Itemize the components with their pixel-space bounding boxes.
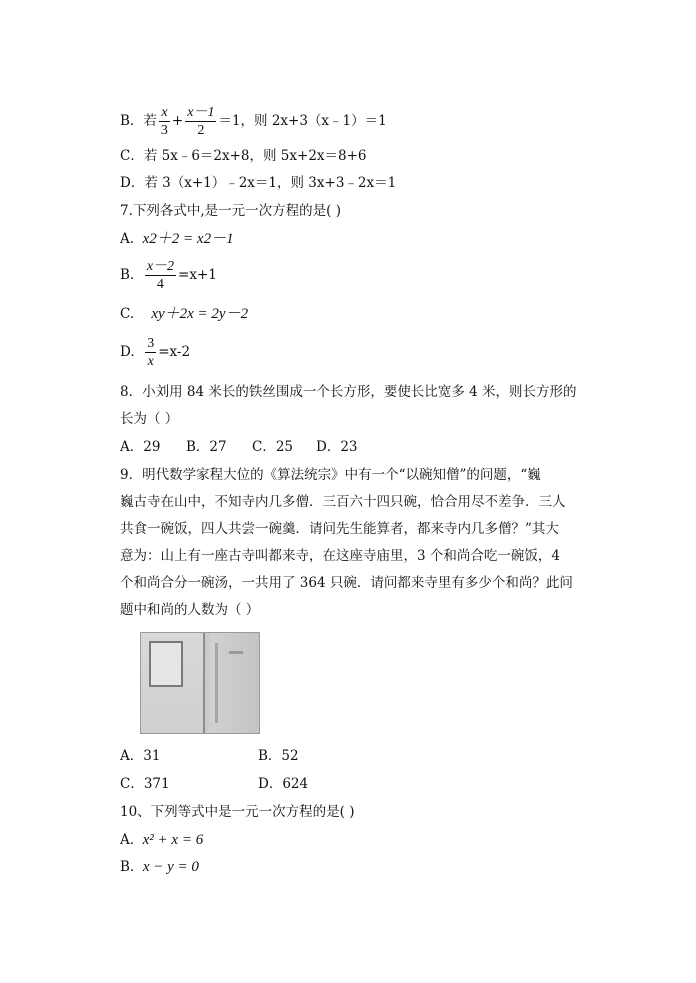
q9-option-a: A．31 [120, 748, 161, 764]
q9-options-row-1 [120, 747, 299, 765]
q8-option-b: B．27 [186, 439, 227, 455]
q7-option-d: D. $\frac{3}{x}$ =x-2 [120, 336, 191, 369]
q7-option-a: A. x2＋2 = x2－1 [120, 231, 234, 247]
q6-option-d: D．若 3（x+1）﹣2x＝1，则 3x+3﹣2x＝1 [120, 175, 397, 191]
q9-stem-line-5: 个和尚合分一碗汤，一共用了 364 只碗．请问都来寺里有多少个和尚？此问 [120, 575, 573, 591]
q6-option-c: C．若 5x﹣6＝2x+8，则 5x+2x＝8+6 [120, 148, 367, 164]
q8-option-c: C．25 [252, 439, 294, 455]
q9-option-c: C．371 [120, 776, 170, 792]
q7-stem: 7.下列各式中,是一元一次方程的是( ) [120, 203, 341, 219]
q9-stem-line-6: 题中和尚的人数为（ ） [120, 602, 260, 618]
q9-stem-line-3: 共食一碗饭，四人共尝一碗羹．请问先生能算者，都来寺内几多僧？”其大 [120, 521, 559, 537]
book-photo-image [140, 632, 260, 734]
q7-b-fraction: $\frac{x-2}{4}$ [146, 259, 175, 292]
book-spine-mark [229, 651, 243, 654]
q6-b-fraction-1: $\frac{x}{3}$ [160, 105, 168, 138]
q6-b-fraction-2: $\frac{x-1}{2}$ [187, 105, 215, 138]
q7-d-fraction: $\frac{3}{x}$ [147, 336, 155, 369]
q8-option-d: D．23 [316, 439, 358, 455]
q8-options [120, 438, 358, 456]
q8-stem-line-1: 8．小刘用 84 米长的铁丝围成一个长方形，要使长比宽多 4 米，则长方形的 [120, 384, 577, 400]
q9-stem-line-1: 9．明代数学家程大位的《算法统宗》中有一个“以碗知僧”的问题，“巍 [120, 467, 541, 483]
q10-option-b: B. x − y = 0 [120, 859, 199, 875]
q9-option-d: D．624 [258, 776, 309, 792]
book-spine-line [215, 643, 218, 723]
q10-option-a: A. x² + x = 6 [120, 832, 204, 848]
book-title-label [149, 641, 183, 687]
q10-stem: 10、下列等式中是一元一次方程的是( ) [120, 804, 355, 820]
q7-option-b: B. $\frac{x-2}{4}$ =x+1 [120, 259, 217, 292]
q6-option-b: B．若 $\frac{x}{3}$ + $\frac{x-1}{2}$ ＝1，则 2x+3（x﹣1）＝1 [120, 105, 387, 138]
q8-option-a: A．29 [120, 439, 161, 455]
q8-stem-line-2: 长为（ ） [120, 411, 179, 427]
q9-stem-line-4: 意为：山上有一座古寺叫都来寺，在这座寺庙里，3 个和尚合吃一碗饭，4 [120, 548, 560, 564]
q9-stem-line-2: 巍古寺在山中，不知寺内几多僧．三百六十四只碗，恰合用尽不差争．三人 [120, 494, 566, 510]
q9-options-row-2 [120, 775, 308, 793]
q9-option-b: B．52 [258, 748, 299, 764]
q7-option-c: C. xy＋2x = 2y－2 [120, 306, 249, 322]
